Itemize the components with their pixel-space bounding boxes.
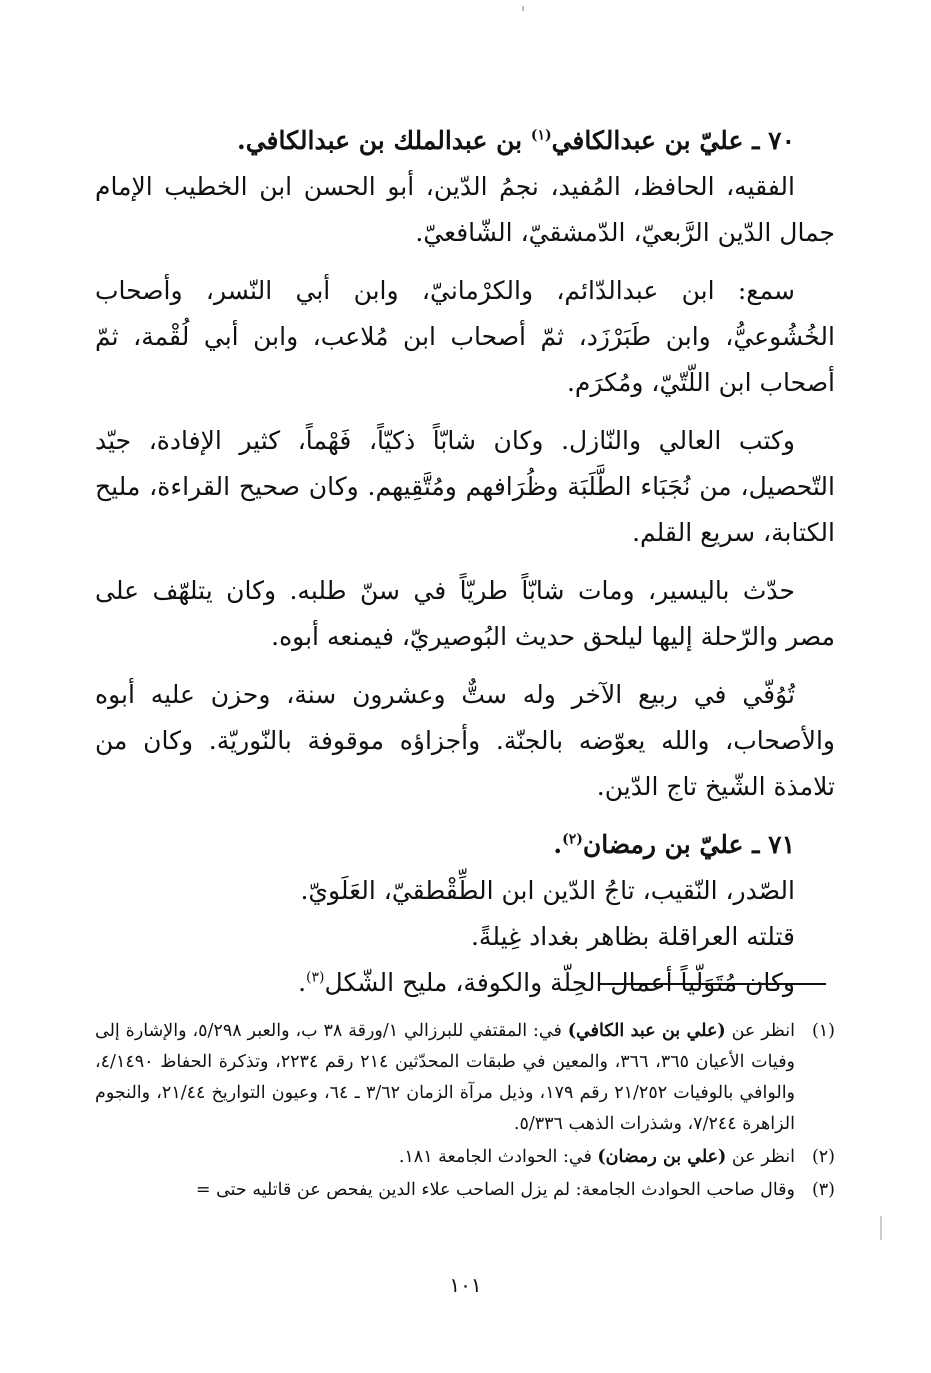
footnote-bold: (علي بن رمضان) — [597, 1147, 727, 1167]
paragraph: الفقيه، الحافظ، المُفيد، نجمُ الدّين، أبو الحسن ابن الخطيب الإمام جمال الدّين الرَّبعيّ، الدّمشقيّ، الشّافعيّ. — [95, 172, 835, 247]
entry-71 — [95, 822, 835, 1006]
footnote — [95, 1175, 835, 1206]
paragraph: سمع: ابن عبدالدّائم، والكرْمانيّ، وابن أبي النّسر، وأصحاب الخُشُوعيُّ، وابن طَبَرْزَد، ثمّ أصحاب ابن مُلاعب، وابن أبي لُقْمة، ثمّ أصحاب ابن اللّتّيّ، ومُكرَم. — [95, 276, 835, 397]
footnote — [95, 1142, 835, 1173]
entry-name: عليّ بن عبدالكافي — [551, 126, 744, 155]
entry-70-title — [95, 118, 835, 164]
footnote-number: (٣) — [811, 1180, 835, 1200]
footnote-ref: (٢) — [562, 831, 583, 848]
page-number: ١٠١ — [449, 1273, 482, 1297]
entry-name: عليّ بن رمضان — [582, 830, 744, 859]
footnote-number: (٢) — [811, 1147, 835, 1167]
entry-name-rest: بن عبدالملك بن عبدالكافي. — [236, 126, 523, 155]
main-text — [95, 118, 835, 1006]
footnote-ref: (١) — [530, 127, 552, 144]
entry-line-end: . — [298, 968, 307, 997]
entry-71-title — [95, 822, 835, 868]
paragraph: حدّث باليسير، ومات شابّاً طريّاً في سنّ طلبه. وكان يتلهّف على مصر والرّحلة إليها ليلحق حديث البُوصيريّ، فيمنعه أبوه. — [95, 576, 835, 651]
entry-number: ٧١ ـ — [752, 830, 795, 859]
scan-mark — [880, 1216, 882, 1240]
footnote-number: (١) — [811, 1021, 835, 1041]
footnote-text — [95, 1175, 795, 1206]
entry-end: . — [553, 830, 563, 859]
entry-number: ٧٠ ـ — [752, 126, 795, 155]
paragraph: وكتب العالي والنّازل. وكان شابّاً ذكيّاً، فَهْماً، كثير الإفادة، جيّد التّحصيل، من نُجَبَاء الطَّلَبَة وظُرَافهم ومُتَّقِيهم. وكان صحيح القراءة، مليح الكتابة، سريع القلم. — [95, 426, 835, 547]
entry-line: قتلته العراقلة بظاهر بغداد غِيلةً. — [470, 922, 795, 951]
footnotes — [95, 1016, 835, 1208]
paragraph: تُوُفّي في ربيع الآخر وله ستٌّ وعشرون سنة، وحزن عليه أبوه والأصحاب، والله يعوّضه بالجنّة. وأجزاؤه موقوفة بالنّوريّة. وكان من تلامذة الشّيخ تاج الدّين. — [95, 680, 835, 801]
footnote — [95, 1016, 835, 1140]
footnote-bold: (علي بن عبد الكافي) — [567, 1021, 726, 1041]
entry-line-text: وكان مُتَوَلّياً أعمال الحِلّة والكوفة، مليح الشّكل — [324, 968, 795, 997]
scan-mark — [522, 6, 524, 11]
footnote-lead: انظر عن — [731, 1147, 795, 1167]
footnote-text — [95, 1016, 795, 1140]
footnote-text — [95, 1142, 795, 1173]
footnote-separator — [598, 983, 826, 985]
footnote-lead: وقال صاحب الحوادث الجامعة: لم يزل الصاحب علاء الدين يفحص عن قاتليه حتى = — [195, 1180, 795, 1200]
entry-line: الصّدر، النّقيب، تاجُ الدّين ابن الطِّقْطقيّ، العَلَويّ. — [300, 876, 795, 905]
footnote-body: في: المقتفي للبرزالي ١/ورقة ٣٨ ب، والعبر ٥/٢٩٨، والإشارة إلى وفيات الأعيان ٣٦٥، ٣٦٦، والمعين في طبقات المحدّثين ٢١٤ رقم ٢٢٣٤، وتذكرة الحفاظ ٤/١٤٩٠، والوافي بالوفيات ٢١/٢٥٢ رقم ١٧٩، وذيل مرآة الزمان ٣/٦٢ ـ ٦٤، وعيون التواريخ ٢١/٤٤، والنجوم الزاهرة ٧/٢٤٤، وشذرات الذهب ٥/٣٣٦. — [95, 1021, 796, 1134]
footnote-ref: (٣) — [306, 969, 325, 986]
footnote-body: في: الحوادث الجامعة ١٨١. — [398, 1147, 592, 1167]
footnote-lead: انظر عن — [731, 1021, 795, 1041]
